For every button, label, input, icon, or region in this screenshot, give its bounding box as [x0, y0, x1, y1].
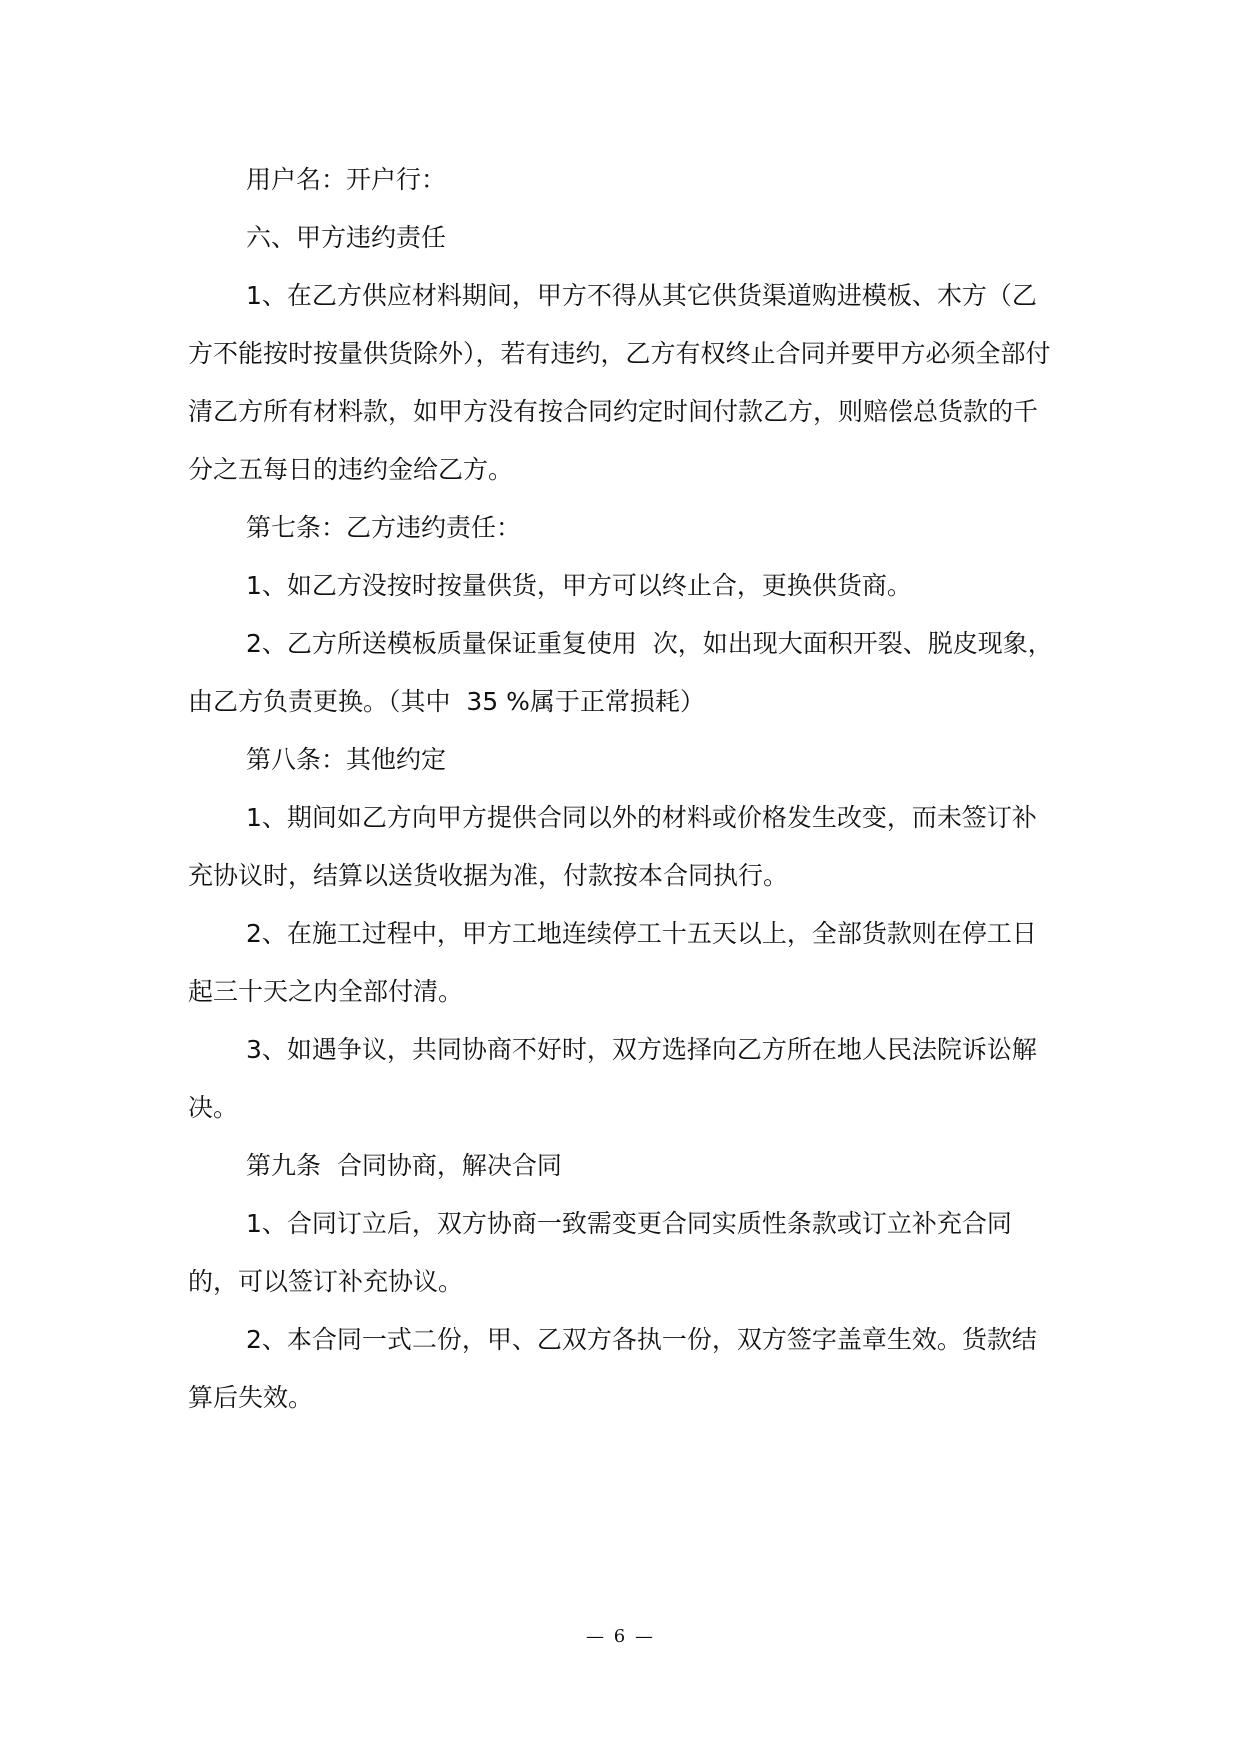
- article-9-clause-2: 2、本合同一式二份，甲、乙双方各执一份，双方签字盖章生效。货款结算后失效。: [188, 1325, 1037, 1412]
- page-number: — 6 —: [586, 1626, 655, 1647]
- contract-body: [188, 151, 1058, 1427]
- section-heading-party-a-liability: 六、甲方违约责任: [246, 223, 447, 252]
- article-8-clause-2: 2、在施工过程中，甲方工地连续停工十五天以上，全部货款则在停工日起三十天之内全部付清。: [188, 919, 1037, 1006]
- article-8-heading: 第八条：其他约定: [246, 745, 447, 774]
- article-7-clause-1: 1、如乙方没按时按量供货，甲方可以终止合，更换供货商。: [246, 571, 912, 600]
- article-8-clause-3: 3、如遇争议，共同协商不好时，双方选择向乙方所在地人民法院诉讼解决。: [188, 1035, 1037, 1122]
- article-9-clause-1: 1、合同订立后，双方协商一致需变更合同实质性条款或订立补充合同的，可以签订补充协议。: [188, 1209, 1012, 1296]
- article-7-heading: 第七条：乙方违约责任：: [246, 513, 522, 542]
- article-8-clause-1: 1、期间如乙方向甲方提供合同以外的材料或价格发生改变，而未签订补充协议时，结算以送货收据为准，付款按本合同执行。: [188, 803, 1037, 890]
- party-a-clause-1: 1、在乙方供应材料期间，甲方不得从其它供货渠道购进模板、木方（乙方不能按时按量供货除外），若有违约，乙方有权终止合同并要甲方必须全部付清乙方所有材料款，如甲方没有按合同约定时间付款乙方，则赔偿总货款的千分之五每日的违约金给乙方。: [188, 281, 1051, 484]
- account-line: 用户名：开户行：: [246, 165, 447, 194]
- article-7-clause-2: 2、乙方所送模板质量保证重复使用 次，如出现大面积开裂、脱皮现象，由乙方负责更换。（其中 35 %属于正常损耗）: [188, 629, 1053, 716]
- article-9-heading: 第九条 合同协商，解决合同: [246, 1151, 562, 1180]
